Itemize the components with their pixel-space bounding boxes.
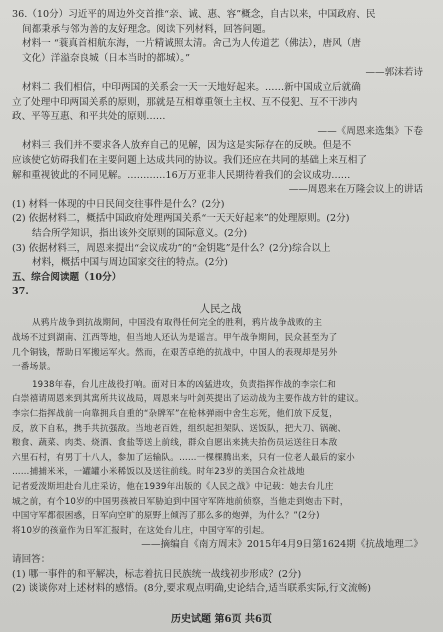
- source-citation: ——摘编自《南方周末》2015年4月9日第1624期《抗战地理二》: [141, 539, 423, 551]
- article-line: 白崇禧请周恩来到其寓所共议战局，周恩来与叶剑英提出了运动战为主要作战方针的建议。: [12, 394, 364, 405]
- source-citation: ——周恩来在万隆会议上的讲话: [288, 184, 423, 196]
- q36-line: 36.（10分）习近平的周边外交首推“亲、诚、惠、容”概念，自古以来，中国政府、民: [12, 9, 376, 20]
- article-line: 一番场景。: [12, 362, 56, 373]
- section-5: [12, 271, 429, 597]
- article-line: 城之前，有个10岁的中国男孩被日军胁迫到中国守军阵地前侦察，当他走到炮击下时，: [12, 496, 349, 507]
- section-heading: 五、综合阅读题（10分）: [12, 271, 122, 283]
- question-item: (1) 哪一事件的和平解决，标志着抗日民族统一战线初步形成？(2分): [12, 568, 302, 580]
- question-number: 37.: [12, 286, 29, 298]
- material-3-line: 解和重视彼此的不同见解。…………16万万亚非人民期待着我们的会议成功……: [12, 169, 351, 181]
- question-item: 材料，概括中国与周边国家交往的特点。(2分): [32, 257, 228, 269]
- source-citation: ——《周恩来选集》下卷: [317, 125, 423, 137]
- article-line: ……捕捕米米，一罐罐小米稀饭以及送往前线。时年23岁的美国合众社战地: [12, 467, 305, 478]
- article-line: 粮食、蔬菜、肉类、烧酒、食盐等送上前线，群众自愿出来挑夫抬伤员运送往日本敌: [12, 438, 338, 449]
- q36-line: 间都秉承与邻为善的友好理念。阅读下列材料，回答问题。: [22, 23, 272, 35]
- question-item: (2) 谈谈你对上述材料的感悟。(8分,要求观点明确,史论结合,适当联系实际,行文流畅): [12, 583, 372, 595]
- question-item: 结合所学知识，指出该外交原则的国际意义。(2分): [32, 227, 248, 239]
- material-3-line: 材料三 我们并不要求各人放弃自己的见解，因为这是实际存在的反映。但是不: [22, 140, 352, 152]
- material-2-line: 政、平等互惠、和平共处的原则……: [12, 111, 166, 123]
- q36-line: 材料一 “蓑真首相航东海，一片精诚照太清。舍己为人传道艺（佛法），唐风（唐: [22, 38, 361, 50]
- material-2-line: 立了处理中印两国关系的原则，那就是互相尊重领土主权、互不侵犯、互不干涉内: [12, 96, 358, 108]
- question-36: [12, 8, 429, 271]
- article-line: 从鸦片战争到抗战期间，中国没有取得任何完全的胜利，鸦片战争战败的主: [32, 318, 323, 329]
- article-line: 1938年春，台儿庄战役打响。面对日本的凶猛进攻，负责指挥作战的李宗仁和: [32, 379, 337, 390]
- material-2-line: 材料二 我们相信，中印两国的关系会一天一天地好起来。……新中国成立后就确: [22, 81, 361, 93]
- article-line: 几个铜钱，帮助日军搬运军火。然而，在艰苦卓绝的抗战中，中国人的表现却是另外: [12, 347, 338, 358]
- article-line: 反，放下自私，携手共抗强敌。当地老百姓，组织起担架队、送饭队，把大刀、锅碗、: [12, 423, 347, 434]
- question-item: (2) 依据材料二，概括中国政府处理两国关系“一天天好起来”的处理原则。(2分): [12, 213, 350, 225]
- ask-label: 请回答：: [12, 553, 51, 565]
- article-line: 记者爱泼斯坦赴台儿庄采访，他在1939年出版的《人民之战》中记载：她去台儿庄: [12, 482, 334, 492]
- question-item: (1) 材料一体现的中日民间交往事件是什么？(2分): [12, 198, 225, 210]
- material-3-line: 应该使它妨碍我们在主要问题上达成共同的协议。我们还应在共同的基础上来互相了: [12, 154, 367, 166]
- article-line: 将10岁的孩童作为日军汇报时，在这处台儿庄，中国守军的引起。: [12, 525, 270, 536]
- page-footer: 历史试题 第6页 共6页: [171, 614, 272, 626]
- article-line: 战场不过到湖南、江西等地，但当地人还认为是谣言。甲午战争期间，民众甚至为了: [12, 333, 338, 344]
- q36-line: 文化）洋溢奈良城（日本当时的都城）。”: [22, 52, 190, 64]
- article-line: 六里石村，有男丁十八人，参加了运输队。……一棵棵腾出来，只有一位老人最后的家小: [12, 452, 355, 463]
- article-title: 人民之战: [199, 302, 242, 315]
- article-line: 中国守军都很困惑，日军向空旷的原野上倾泻了那么多的炮弹，为什么？”(2分): [12, 511, 320, 522]
- article-line: 李宗仁指挥战前一向靠拥兵自重的“杂牌军”在枪林弹雨中舍生忘死，他们放下反复，: [12, 409, 338, 420]
- source-citation: ——郭沫若诗: [365, 67, 423, 79]
- question-item: (3) 依据材料三，周恩来提出“会议成功”的“金钥匙”是什么？(2分)综合以上: [12, 242, 331, 254]
